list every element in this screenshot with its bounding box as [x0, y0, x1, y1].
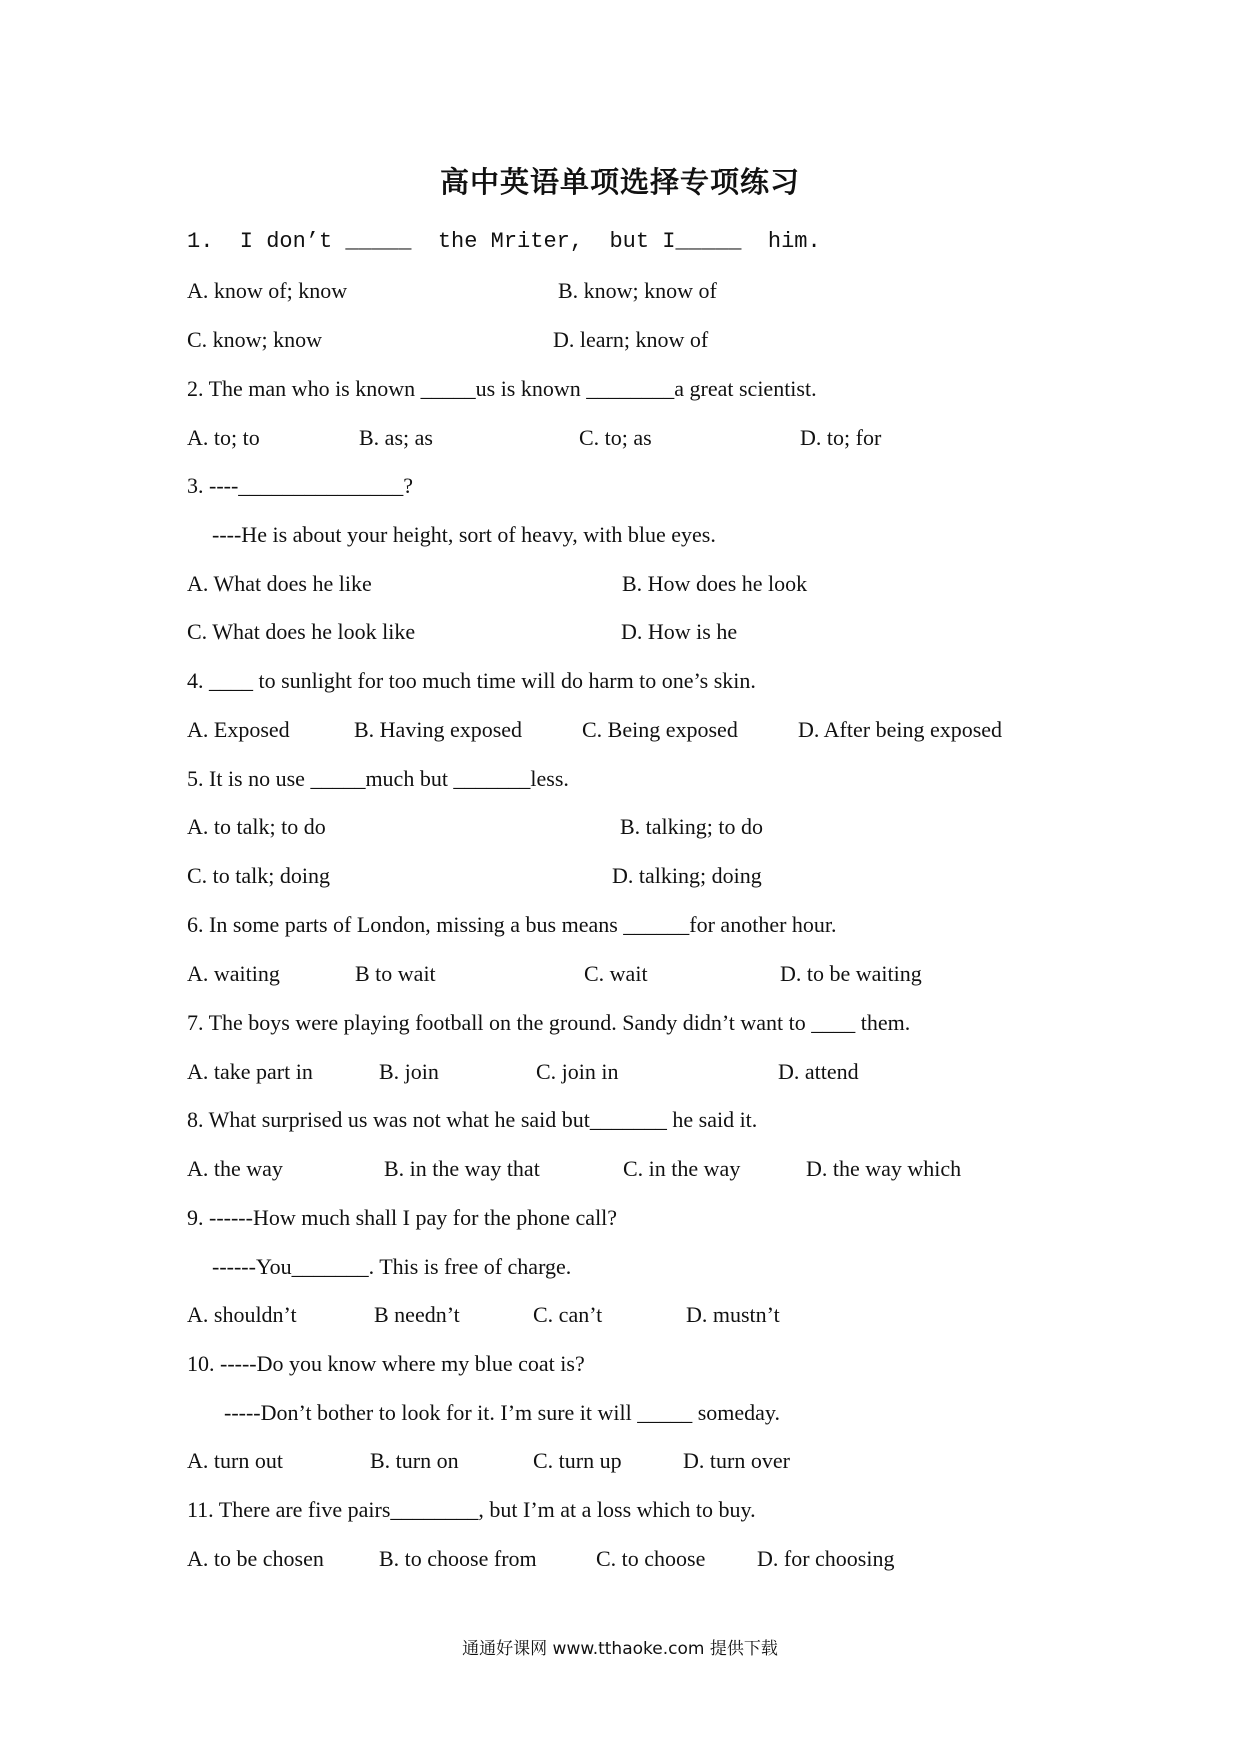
question-10-reply: -----Don’t bother to look for it. I’m sure it will _____ someday.: [224, 1400, 781, 1425]
question-1-option-b: B. know; know of: [558, 278, 717, 303]
question-9-reply: ------You_______. This is free of charge.: [212, 1254, 572, 1279]
question-1-option-a: A. know of; know: [187, 278, 348, 303]
question-7-option-b: B. join: [379, 1059, 439, 1084]
question-1-option-c: C. know; know: [187, 327, 323, 352]
question-6-stem: 6. In some parts of London, missing a bus means ______for another hour.: [187, 912, 837, 937]
question-4-option-c: C. Being exposed: [582, 717, 738, 742]
question-7-option-d: D. attend: [778, 1059, 859, 1084]
question-3-option-b: B. How does he look: [622, 571, 808, 596]
question-8-option-c: C. in the way: [623, 1156, 741, 1181]
question-3-option-d: D. How is he: [621, 619, 738, 644]
question-5-option-b: B. talking; to do: [620, 814, 763, 839]
question-11-option-d: D. for choosing: [757, 1546, 895, 1571]
question-5-option-c: C. to talk; doing: [187, 863, 330, 888]
page-footer: 通通好课网 www.tthaoke.com 提供下载: [462, 1639, 778, 1659]
question-9-stem: 9. ------How much shall I pay for the phone call?: [187, 1205, 618, 1230]
question-2-option-c: C. to; as: [579, 425, 652, 450]
question-5-option-a: A. to talk; to do: [187, 814, 326, 839]
question-2-stem: 2. The man who is known _____us is known ________a great scientist.: [187, 376, 817, 401]
question-2-option-b: B. as; as: [359, 425, 433, 450]
question-4-option-b: B. Having exposed: [354, 717, 523, 742]
question-4-option-a: A. Exposed: [187, 717, 290, 742]
question-2-option-d: D. to; for: [800, 425, 882, 450]
question-8-option-b: B. in the way that: [384, 1156, 540, 1181]
question-7-option-a: A. take part in: [187, 1059, 313, 1084]
question-7-stem: 7. The boys were playing football on the ground. Sandy didn’t want to ____ them.: [187, 1010, 911, 1035]
question-4-option-d: D. After being exposed: [798, 717, 1003, 742]
page-title: 高中英语单项选择专项练习: [439, 165, 800, 199]
question-6-option-a: A. waiting: [187, 961, 280, 986]
question-9-option-d: D. mustn’t: [686, 1302, 780, 1327]
question-2-option-a: A. to; to: [187, 425, 260, 450]
question-5-option-d: D. talking; doing: [612, 863, 762, 888]
question-11-stem: 11. There are five pairs________, but I’m at a loss which to buy.: [187, 1497, 756, 1522]
question-10-option-b: B. turn on: [370, 1448, 459, 1473]
question-3-reply: ----He is about your height, sort of heavy, with blue eyes.: [212, 522, 716, 547]
question-7-option-c: C. join in: [536, 1059, 619, 1084]
question-11-option-c: C. to choose: [596, 1546, 706, 1571]
question-11-option-b: B. to choose from: [379, 1546, 537, 1571]
question-10-option-c: C. turn up: [533, 1448, 622, 1473]
question-9-option-b: B needn’t: [374, 1302, 460, 1327]
question-8-stem: 8. What surprised us was not what he said but_______ he said it.: [187, 1107, 758, 1132]
question-3-option-a: A. What does he like: [187, 571, 372, 596]
question-6-option-c: C. wait: [584, 961, 648, 986]
question-11-option-a: A. to be chosen: [187, 1546, 324, 1571]
question-4-stem: 4. ____ to sunlight for too much time will do harm to one’s skin.: [187, 668, 756, 693]
question-1-option-d: D. learn; know of: [553, 327, 709, 352]
question-3-stem: 3. ----_______________?: [187, 473, 414, 498]
question-3-option-c: C. What does he look like: [187, 619, 416, 644]
question-5-stem: 5. It is no use _____much but _______less.: [187, 766, 569, 791]
question-9-option-c: C. can’t: [533, 1302, 603, 1327]
question-8-option-d: D. the way which: [806, 1156, 962, 1181]
question-9-option-a: A. shouldn’t: [187, 1302, 297, 1327]
question-6-option-b: B to wait: [355, 961, 436, 986]
question-10-option-a: A. turn out: [187, 1448, 283, 1473]
question-10-stem: 10. -----Do you know where my blue coat is?: [187, 1351, 585, 1376]
question-8-option-a: A. the way: [187, 1156, 283, 1181]
question-6-option-d: D. to be waiting: [780, 961, 922, 986]
question-10-option-d: D. turn over: [683, 1448, 790, 1473]
question-1-stem: 1. I don’t _____ the Mriter, but I_____ him.: [187, 229, 821, 254]
